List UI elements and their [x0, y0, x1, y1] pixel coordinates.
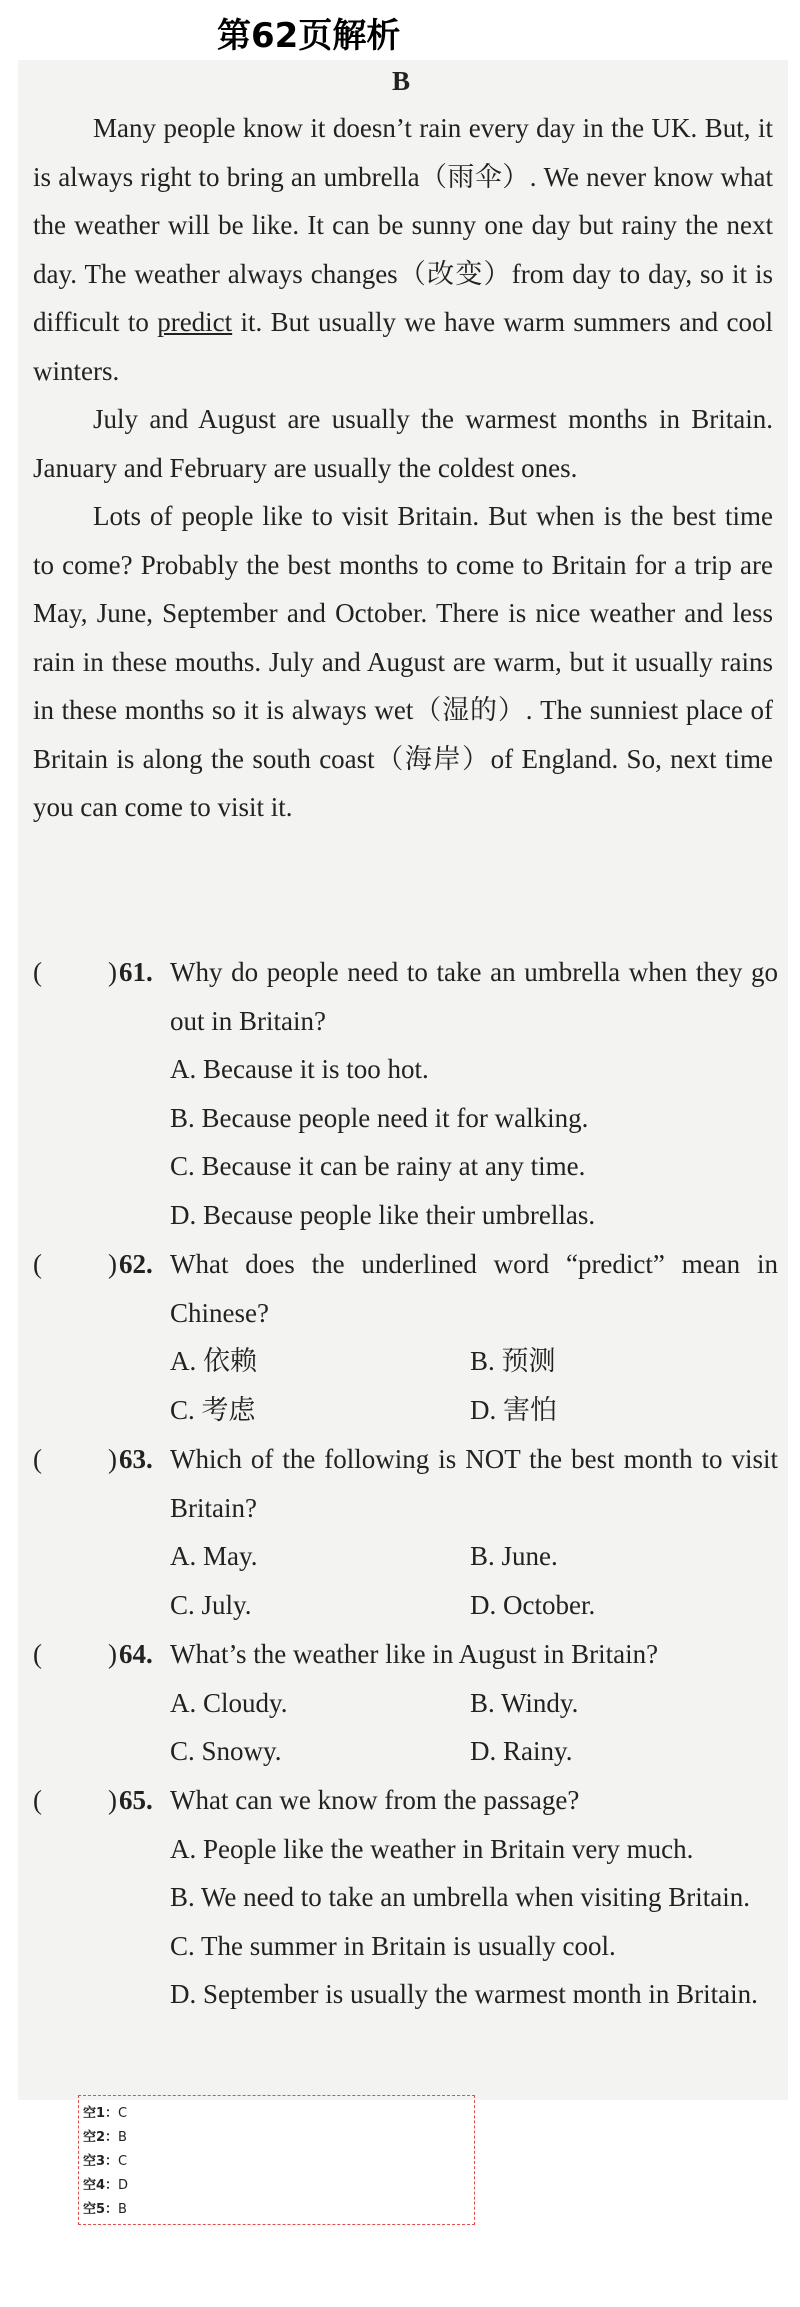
option-c: C. 考虑 — [170, 1394, 256, 1425]
option-c: C. The summer in Britain is usually cool. — [170, 1930, 616, 1961]
page-title: 第62页解析 — [217, 16, 401, 56]
question-62: ( ) 62. What does the underlined word “predict” mean in Chinese? A. 依赖 B. 预测 C. 考虑 D. 害怕 — [33, 1240, 778, 1434]
answer-row: 空4：D — [83, 2178, 129, 2193]
question-stem: Why do people need to take an umbrella when they go out in Britain? — [170, 957, 778, 1036]
answer-row: 空2：B — [83, 2130, 127, 2145]
option-b: B. June. — [470, 1541, 558, 1571]
option-c: C. Snowy. — [170, 1736, 282, 1766]
passage-paragraph-1: Many people know it doesn’t rain every day in the UK. But, it is always right to bring an umbrella（雨伞）. We never know what the weather will be like. It can be sunny one day but rainy the next day. The weather always changes（改变）from day to day, so it is difficult to predict it. But usually we have warm summers and cool winters. — [33, 113, 773, 386]
option-a: A. 依赖 — [170, 1346, 257, 1376]
answer-row: 空5：B — [83, 2202, 127, 2217]
question-number: 65. — [119, 1785, 153, 1815]
question-number: 62. — [119, 1249, 153, 1279]
option-a: A. Cloudy. — [170, 1687, 288, 1718]
option-b: B. 预测 — [470, 1346, 556, 1376]
option-c: C. Because it can be rainy at any time. — [170, 1151, 586, 1181]
option-d: D. October. — [470, 1589, 596, 1620]
option-a: A. Because it is too hot. — [170, 1054, 429, 1084]
question-number: 64. — [119, 1639, 153, 1669]
answer-row: 空3：C — [83, 2154, 128, 2169]
question-63: ( ) 63. Which of the following is NOT the best month to visit Britain? A. May. B. June. C. July. D. October. — [33, 1435, 778, 1629]
option-a: A. May. — [170, 1541, 258, 1571]
option-d: D. Rainy. — [470, 1736, 573, 1766]
question-stem: What can we know from the passage? — [170, 1785, 580, 1815]
question-stem: What does the underlined word “predict” mean in Chinese? — [170, 1249, 778, 1328]
question-64: ( ) 64. What’s the weather like in August in Britain? A. Cloudy. B. Windy. C. Snowy. D. Rainy. — [33, 1630, 778, 1776]
question-stem: Which of the following is NOT the best month to visit Britain? — [170, 1444, 778, 1523]
option-b: B. We need to take an umbrella when visiting Britain. — [170, 1882, 750, 1912]
option-d: D. Because people like their umbrellas. — [170, 1199, 596, 1230]
option-b: B. Because people need it for walking. — [170, 1102, 589, 1133]
question-65: ( ) 65. What can we know from the passage? A. People like the weather in Britain very much. B. We need to take an umbrella when visiting Britain. C. The summer in Britain is usually cool. D. September is usually the warmest month in Britain. — [33, 1776, 778, 2019]
answer-row: 空1：C — [83, 2106, 128, 2121]
question-number: 63. — [119, 1444, 153, 1474]
option-d: D. September is usually the warmest month in Britain. — [170, 1979, 758, 2009]
question-number: 61. — [119, 957, 153, 987]
option-d: D. 害怕 — [470, 1394, 557, 1425]
passage-paragraph-3: Lots of people like to visit Britain. But when is the best time to come? Probably the best months to come to Britain for a trip are May, June, September and October. There is nice weather and less rain in these mouths. July and August are warm, but it usually rains in these months so it is always wet（湿的）. The sunniest place of Britain is along the south coast（海岸）of England. So, next time you can come to visit it. — [33, 501, 773, 822]
reading-passage — [33, 104, 773, 832]
answer-key-box — [78, 2095, 475, 2225]
section-letter: B — [392, 66, 411, 96]
option-a: A. People like the weather in Britain very much. — [170, 1833, 694, 1864]
option-b: B. Windy. — [470, 1687, 579, 1718]
underlined-word: predict — [157, 307, 233, 337]
question-61: ( ) 61. Why do people need to take an umbrella when they go out in Britain? A. Because it is too hot. B. Because people need it for walking. C. Because it can be rainy at any time. D. Because people like their umbrellas. — [33, 948, 778, 1239]
passage-paragraph-2: July and August are usually the warmest months in Britain. January and February are usually the coldest ones. — [33, 404, 773, 483]
option-c: C. July. — [170, 1589, 252, 1620]
question-stem: What’s the weather like in August in Britain? — [170, 1639, 659, 1669]
